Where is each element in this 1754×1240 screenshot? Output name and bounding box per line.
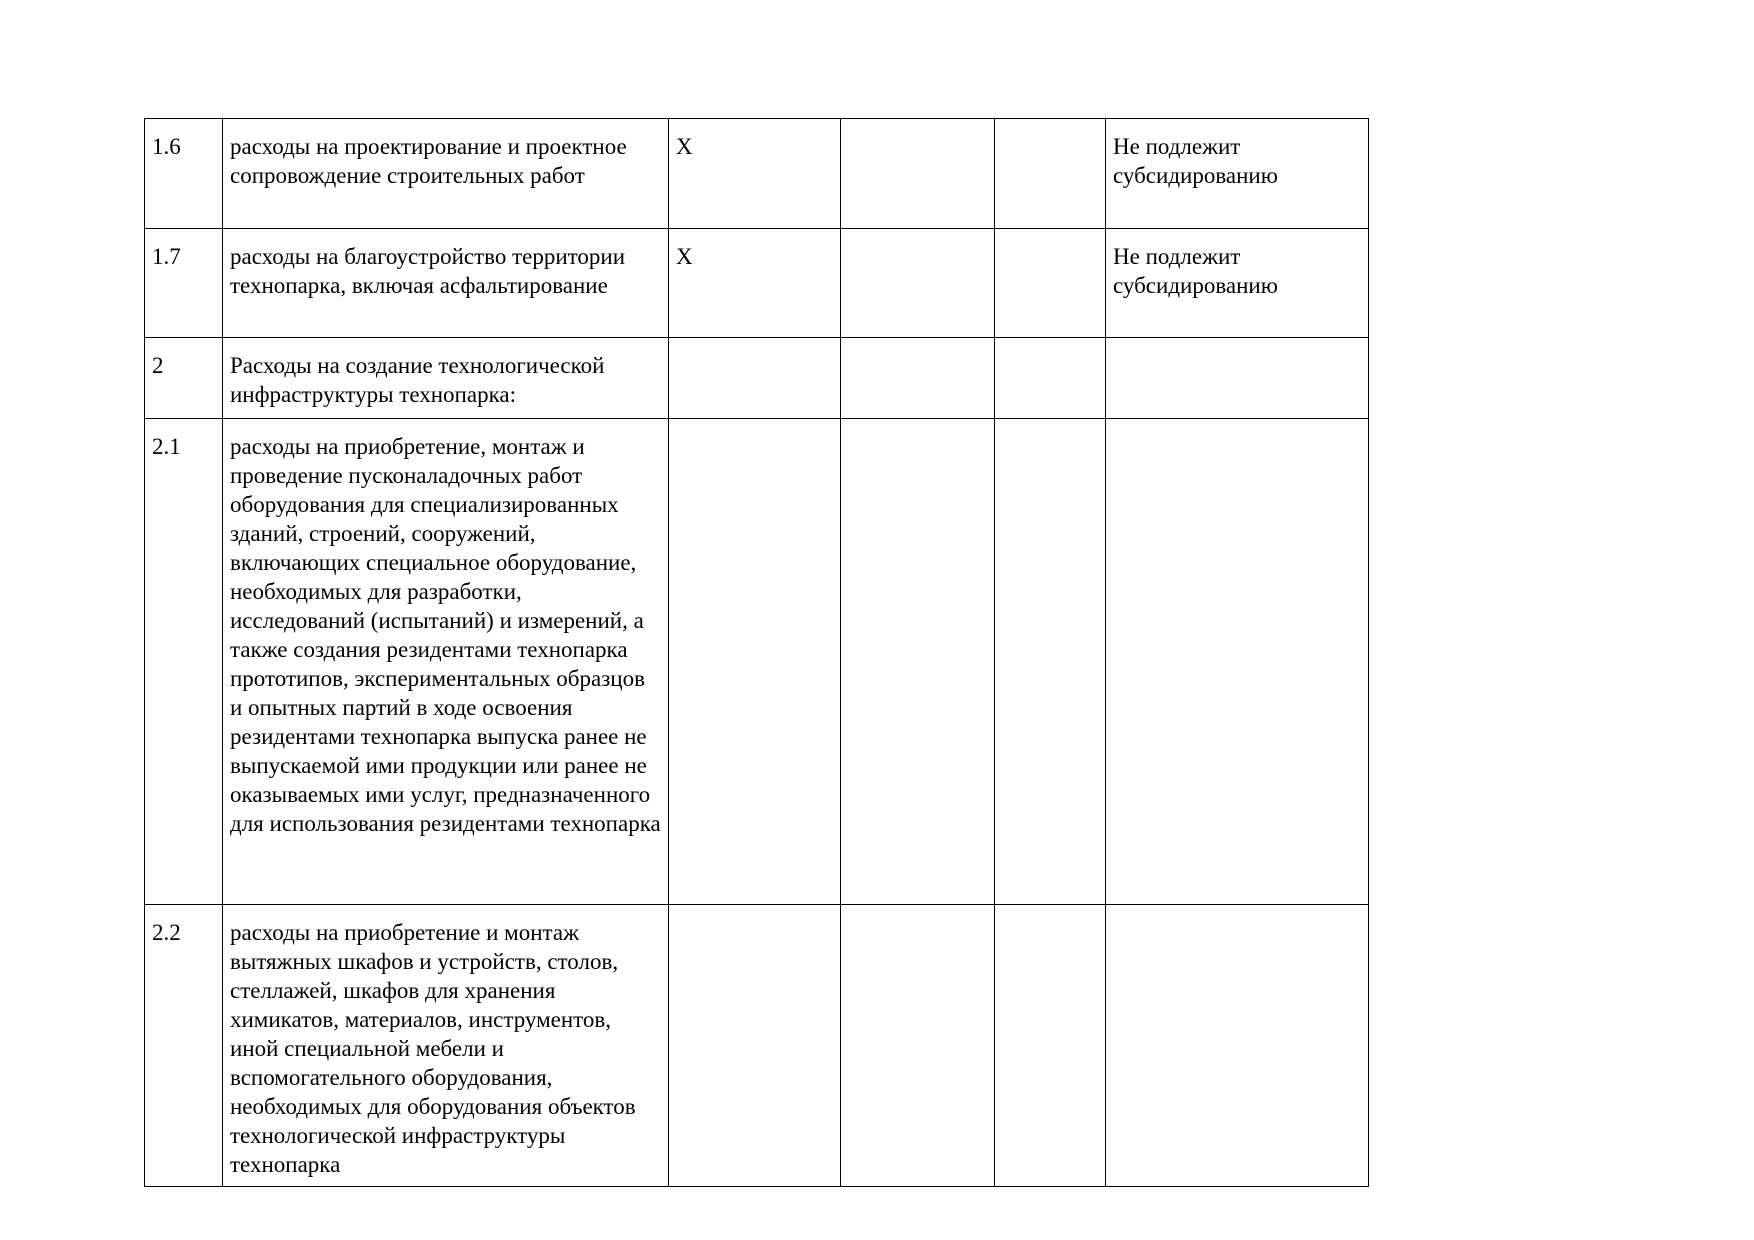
table-row (145, 119, 1369, 229)
table-row (145, 338, 1369, 419)
description-cell: Расходы на создание технологической инфраструктуры технопарка: (223, 338, 669, 419)
value-cell (995, 905, 1106, 1187)
mark-cell: Х (669, 229, 841, 338)
description-cell: расходы на приобретение, монтаж и проведение пусконаладочных работ оборудования для специализированных зданий, строений, сооружений, включающих специальное оборудование, необходимых для разработки, исследований (испытаний) и измерений, а также создания резидентами технопарка прототипов, экспериментальных образцов и опытных партий в ходе освоения резидентами технопарка выпуска ранее не выпускаемой ими продукции или ранее не оказываемых ими услуг, предназначенного для использования резидентами технопарка (223, 419, 669, 905)
table-row (145, 419, 1369, 905)
value-cell (995, 229, 1106, 338)
value-cell (995, 338, 1106, 419)
value-cell (841, 419, 995, 905)
value-cell (841, 338, 995, 419)
note-cell (1106, 905, 1369, 1187)
description-cell: расходы на проектирование и проектное сопровождение строительных работ (223, 119, 669, 229)
mark-cell (669, 905, 841, 1187)
note-cell (1106, 338, 1369, 419)
mark-cell (669, 419, 841, 905)
value-cell (995, 419, 1106, 905)
row-number-cell: 1.7 (145, 229, 223, 338)
value-cell (841, 119, 995, 229)
expense-table (144, 118, 1369, 1187)
note-cell: Не подлежит субсидированию (1106, 119, 1369, 229)
description-cell: расходы на приобретение и монтаж вытяжных шкафов и устройств, столов, стеллажей, шкафов для хранения химикатов, материалов, инструментов, иной специальной мебели и вспомогательного оборудования, необходимых для оборудования объектов технологической инфраструктуры технопарка (223, 905, 669, 1187)
value-cell (841, 229, 995, 338)
value-cell (995, 119, 1106, 229)
value-cell (841, 905, 995, 1187)
row-number-cell: 2.2 (145, 905, 223, 1187)
row-number-cell: 2 (145, 338, 223, 419)
mark-cell (669, 338, 841, 419)
note-cell (1106, 419, 1369, 905)
table-row (145, 229, 1369, 338)
note-cell: Не подлежит субсидированию (1106, 229, 1369, 338)
row-number-cell: 1.6 (145, 119, 223, 229)
table-row (145, 905, 1369, 1187)
row-number-cell: 2.1 (145, 419, 223, 905)
mark-cell: Х (669, 119, 841, 229)
description-cell: расходы на благоустройство территории технопарка, включая асфальтирование (223, 229, 669, 338)
